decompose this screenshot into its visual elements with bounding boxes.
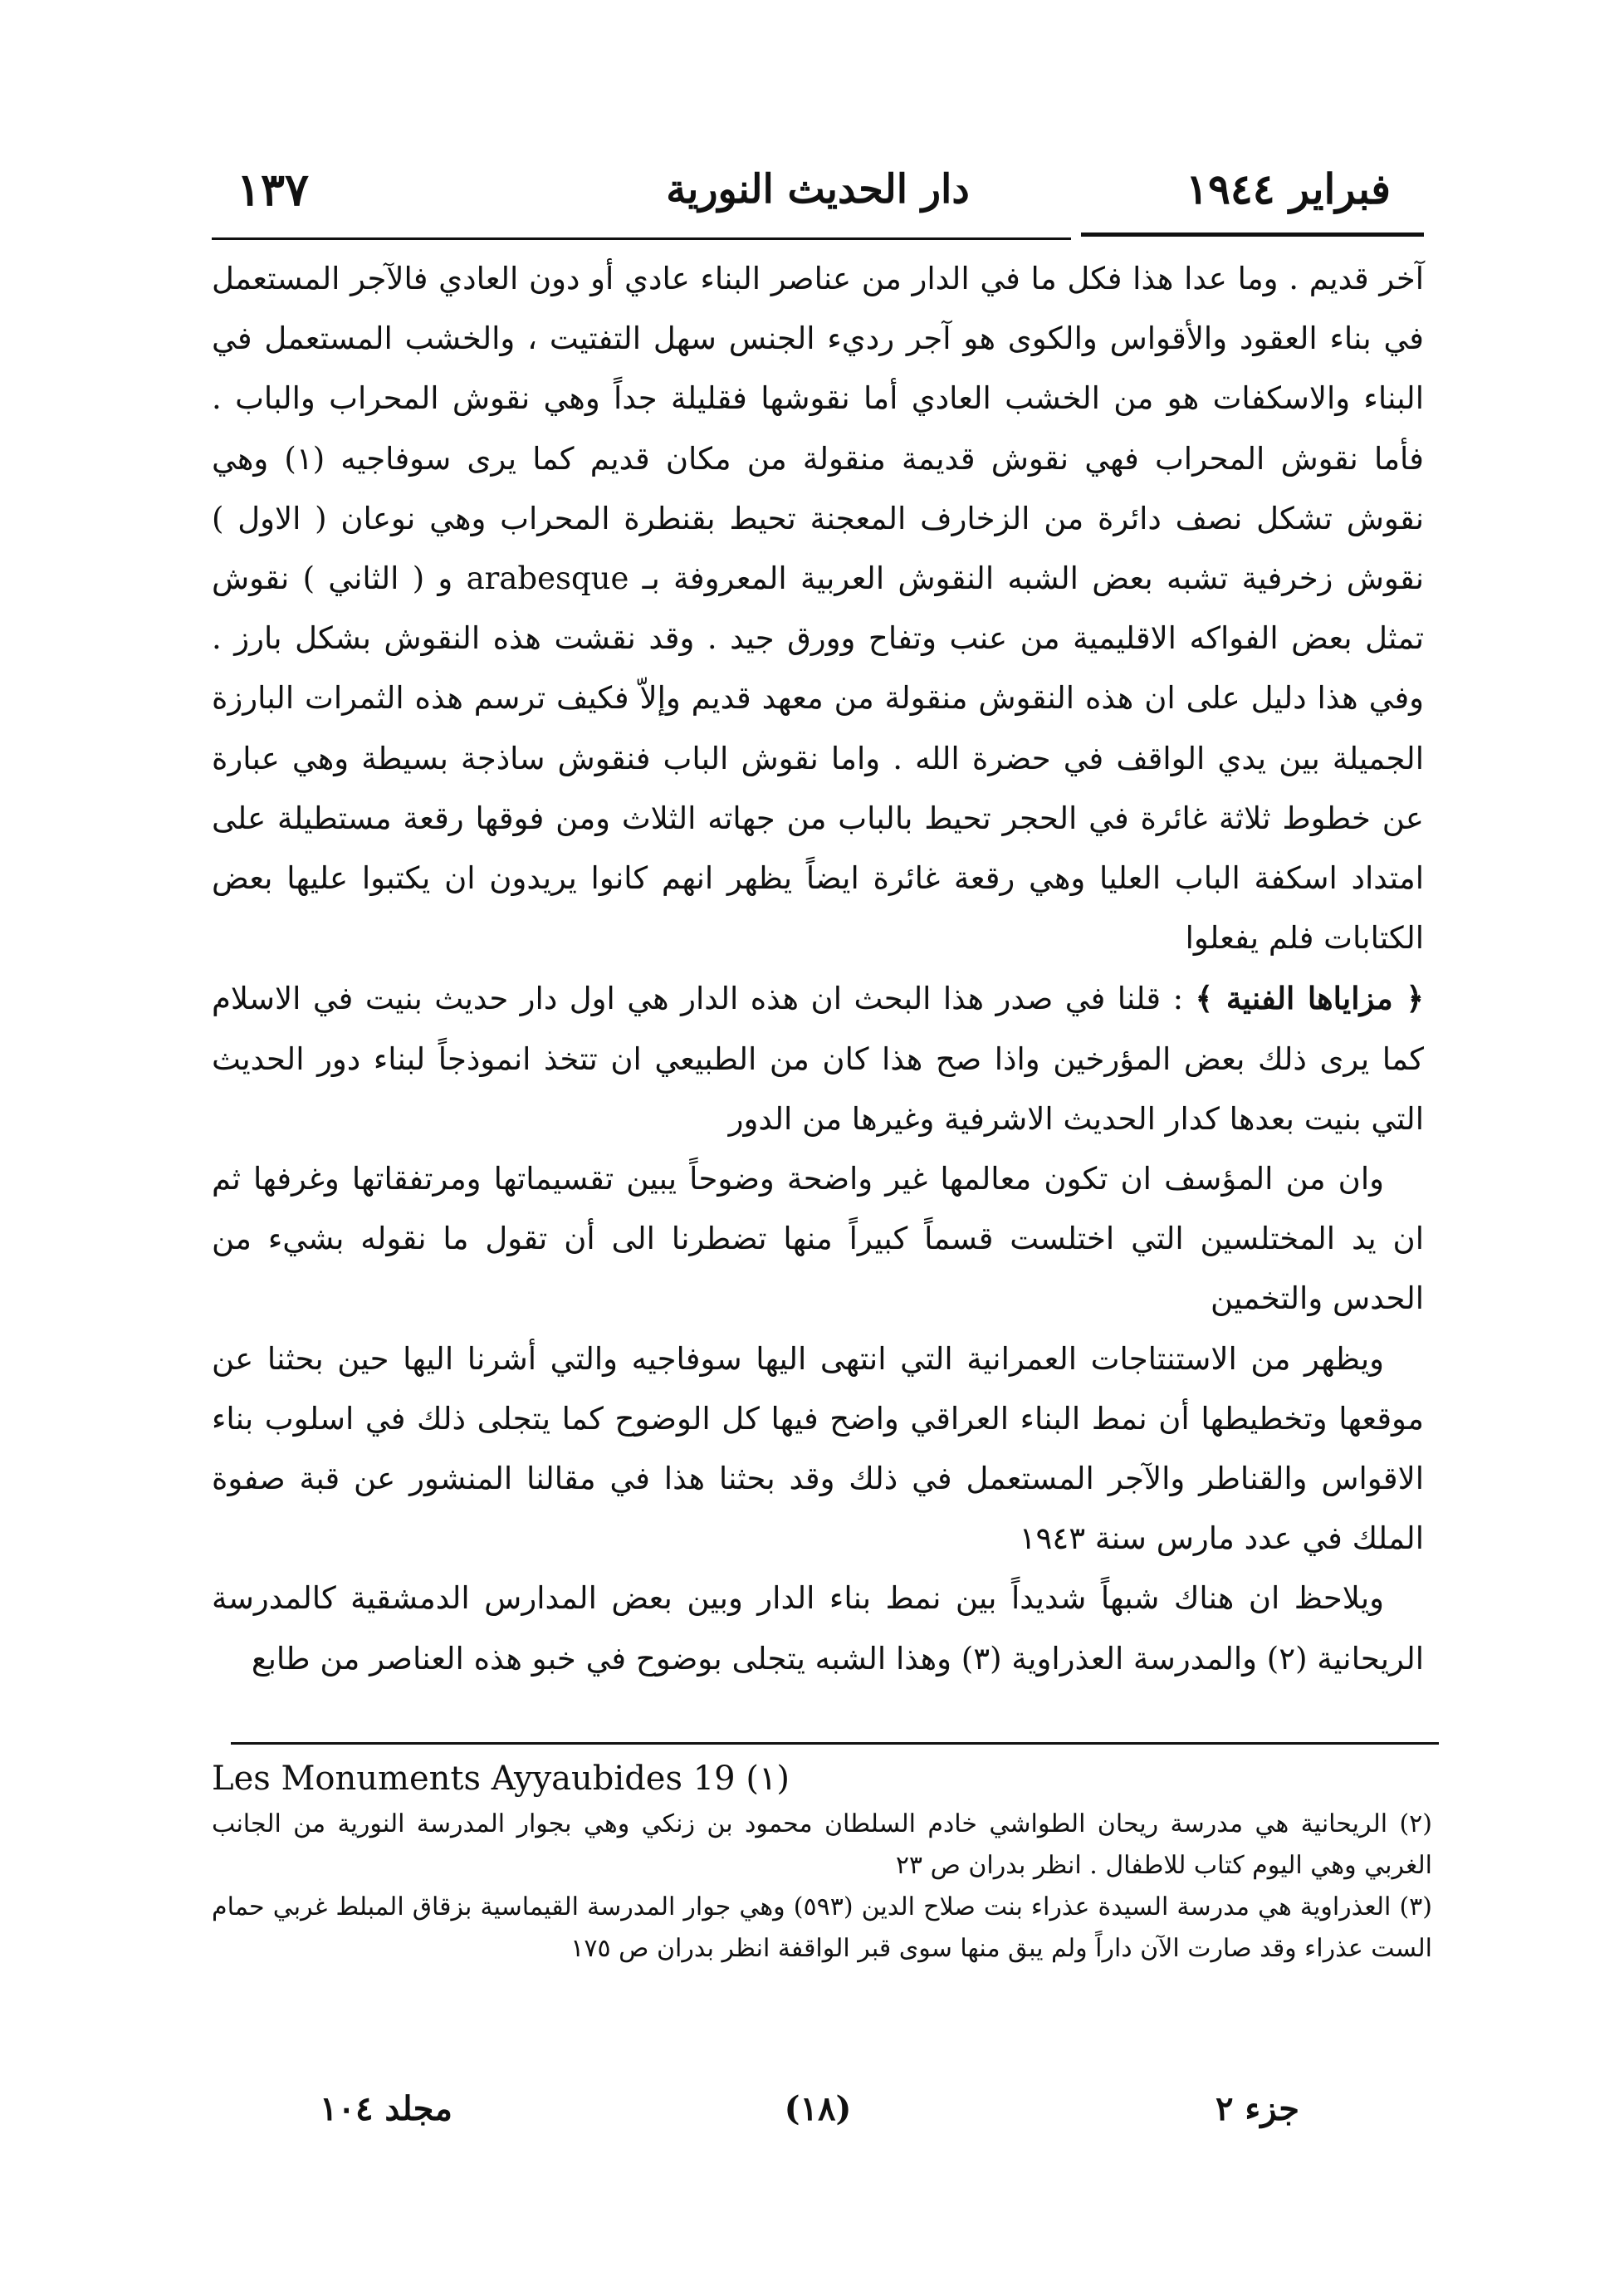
header-page-number: ١٣٧ (237, 163, 310, 216)
footer-sheet-number: (١٨) (784, 2089, 852, 2128)
header-rule (212, 237, 1071, 240)
header-rule-thick (1081, 233, 1424, 237)
footnote-3: (٣) العذراوية هي مدرسة السيدة عذراء بنت صلاح الدين (٥٩٣) وهي جوار المدرسة القيماسية بزقاق المبلط غربي حمام الست عذراء وقد صارت الآن داراً ولم يبق منها سوى قبر الواقفة انظر بدران ص ١٧٥ (212, 1892, 1432, 1963)
footnotes (212, 1754, 1432, 1970)
footer-part: جزء ٢ (1215, 2089, 1299, 2128)
footer-volume: مجلد ١٠٤ (320, 2089, 452, 2128)
paragraph-2 (212, 968, 1424, 1149)
header-title: دار الحديث النورية (666, 166, 970, 213)
footnote-rule (231, 1742, 1439, 1745)
header-date: فبراير ١٩٤٤ (1186, 164, 1391, 213)
article-body (212, 249, 1424, 1694)
paragraph-1: آخر قديم . وما عدا هذا فكل ما في الدار من عناصر البناء عادي أو دون العادي فالآجر المستعمل في بناء العقود والأقواس والكوى هو آجر رديء الجنس سهل التفتيت ، والخشب المستعمل في البناء والاسكفات هو من الخشب العادي أما نقوشها فقليلة جداً وهي نقوش المحراب والباب . فأما نقوش المحراب فهي نقوش قديمة منقولة من مكان قديم كما يرى سوفاجيه (١) وهي نقوش تشكل نصف دائرة من الزخارف المعجنة تحيط بقنطرة المحراب وهي نوعان ( الاول ) نقوش زخرفية تشبه بعض الشبه النقوش العربية المعروفة بـ arabesque و ( الثاني ) نقوش تمثل بعض الفواكه الاقليمية من عنب وتفاح وورق جيد . وقد نقشت هذه النقوش بشكل بارز . وفي هذا دليل على ان هذه النقوش منقولة من معهد قديم وإلاّ فكيف ترسم هذه الثمرات البارزة الجميلة بين يدي الواقف في حضرة الله . واما نقوش الباب فنقوش ساذجة بسيطة وهي عبارة عن خطوط ثلاثة غائرة في الحجر تحيط بالباب من جهاته الثلاث ومن فوقها رقعة مستطيلة على امتداد اسكفة الباب العليا وهي رقعة غائرة ايضاً يظهر انهم كانوا يريدون ان يكتبوا عليها بعض الكتابات فلم يفعلوا (212, 261, 1425, 957)
paragraph-4: ويظهر من الاستنتاجات العمرانية التي انتهى اليها سوفاجيه والتي أشرنا اليها حين بحثنا عن موقعها وتخطيطها أن نمط البناء العراقي واضح فيها كل الوضوح كما يتجلى ذلك في اسلوب بناء الاقواس والقناطر والآجر المستعمل في ذلك وقد بحثنا هذا في مقالنا المنشور عن قبة صفوة الملك في عدد مارس سنة ١٩٤٣ (212, 1340, 1424, 1557)
paragraph-5: ويلاحظ ان هناك شبهاً شديداً بين نمط بناء الدار وبين بعض المدارس الدمشقية كالمدرسة الريحانية (٢) والمدرسة العذراوية (٣) وهذا الشبه يتجلى بوضوح في خبو هذه العناصر من طابع (212, 1580, 1424, 1677)
footnote-1: Les Monuments Ayyaubides 19 (١) (212, 1760, 790, 1798)
page-footer (212, 2089, 1424, 2139)
paragraph-3: وان من المؤسف ان تكون معالمها غير واضحة وضوحاً يبين تقسيماتها ومرتفقاتها وغرفها ثم ان يد المختلسين التي اختلست قسماً كبيراً منها تضطرنا الى أن تقول ما نقوله بشيء من الحدس والتخمين (212, 1161, 1424, 1317)
footnote-2: (٢) الريحانية هي مدرسة ريحان الطواشي خادم السلطان محمود بن زنكي وهي بجوار المدرسة النورية من الجانب الغربي وهي اليوم كتاب للاطفال . انظر بدران ص ٢٣ (212, 1809, 1432, 1880)
running-header (212, 154, 1424, 229)
paragraph-2-text: : قلنا في صدر هذا البحث ان هذه الدار هي اول دار حديث بنيت في الاسلام كما يرى ذلك بعض المؤرخين واذا صح هذا كان من الطبيعي ان تتخذ انموذجاً لبناء دور الحديث التي بنيت بعدها كدار الحديث الاشرفية وغيرها من الدور (212, 981, 1424, 1137)
section-heading-artistic-features: ﴿ مزاياها الفنية ﴾ (1195, 980, 1425, 1017)
